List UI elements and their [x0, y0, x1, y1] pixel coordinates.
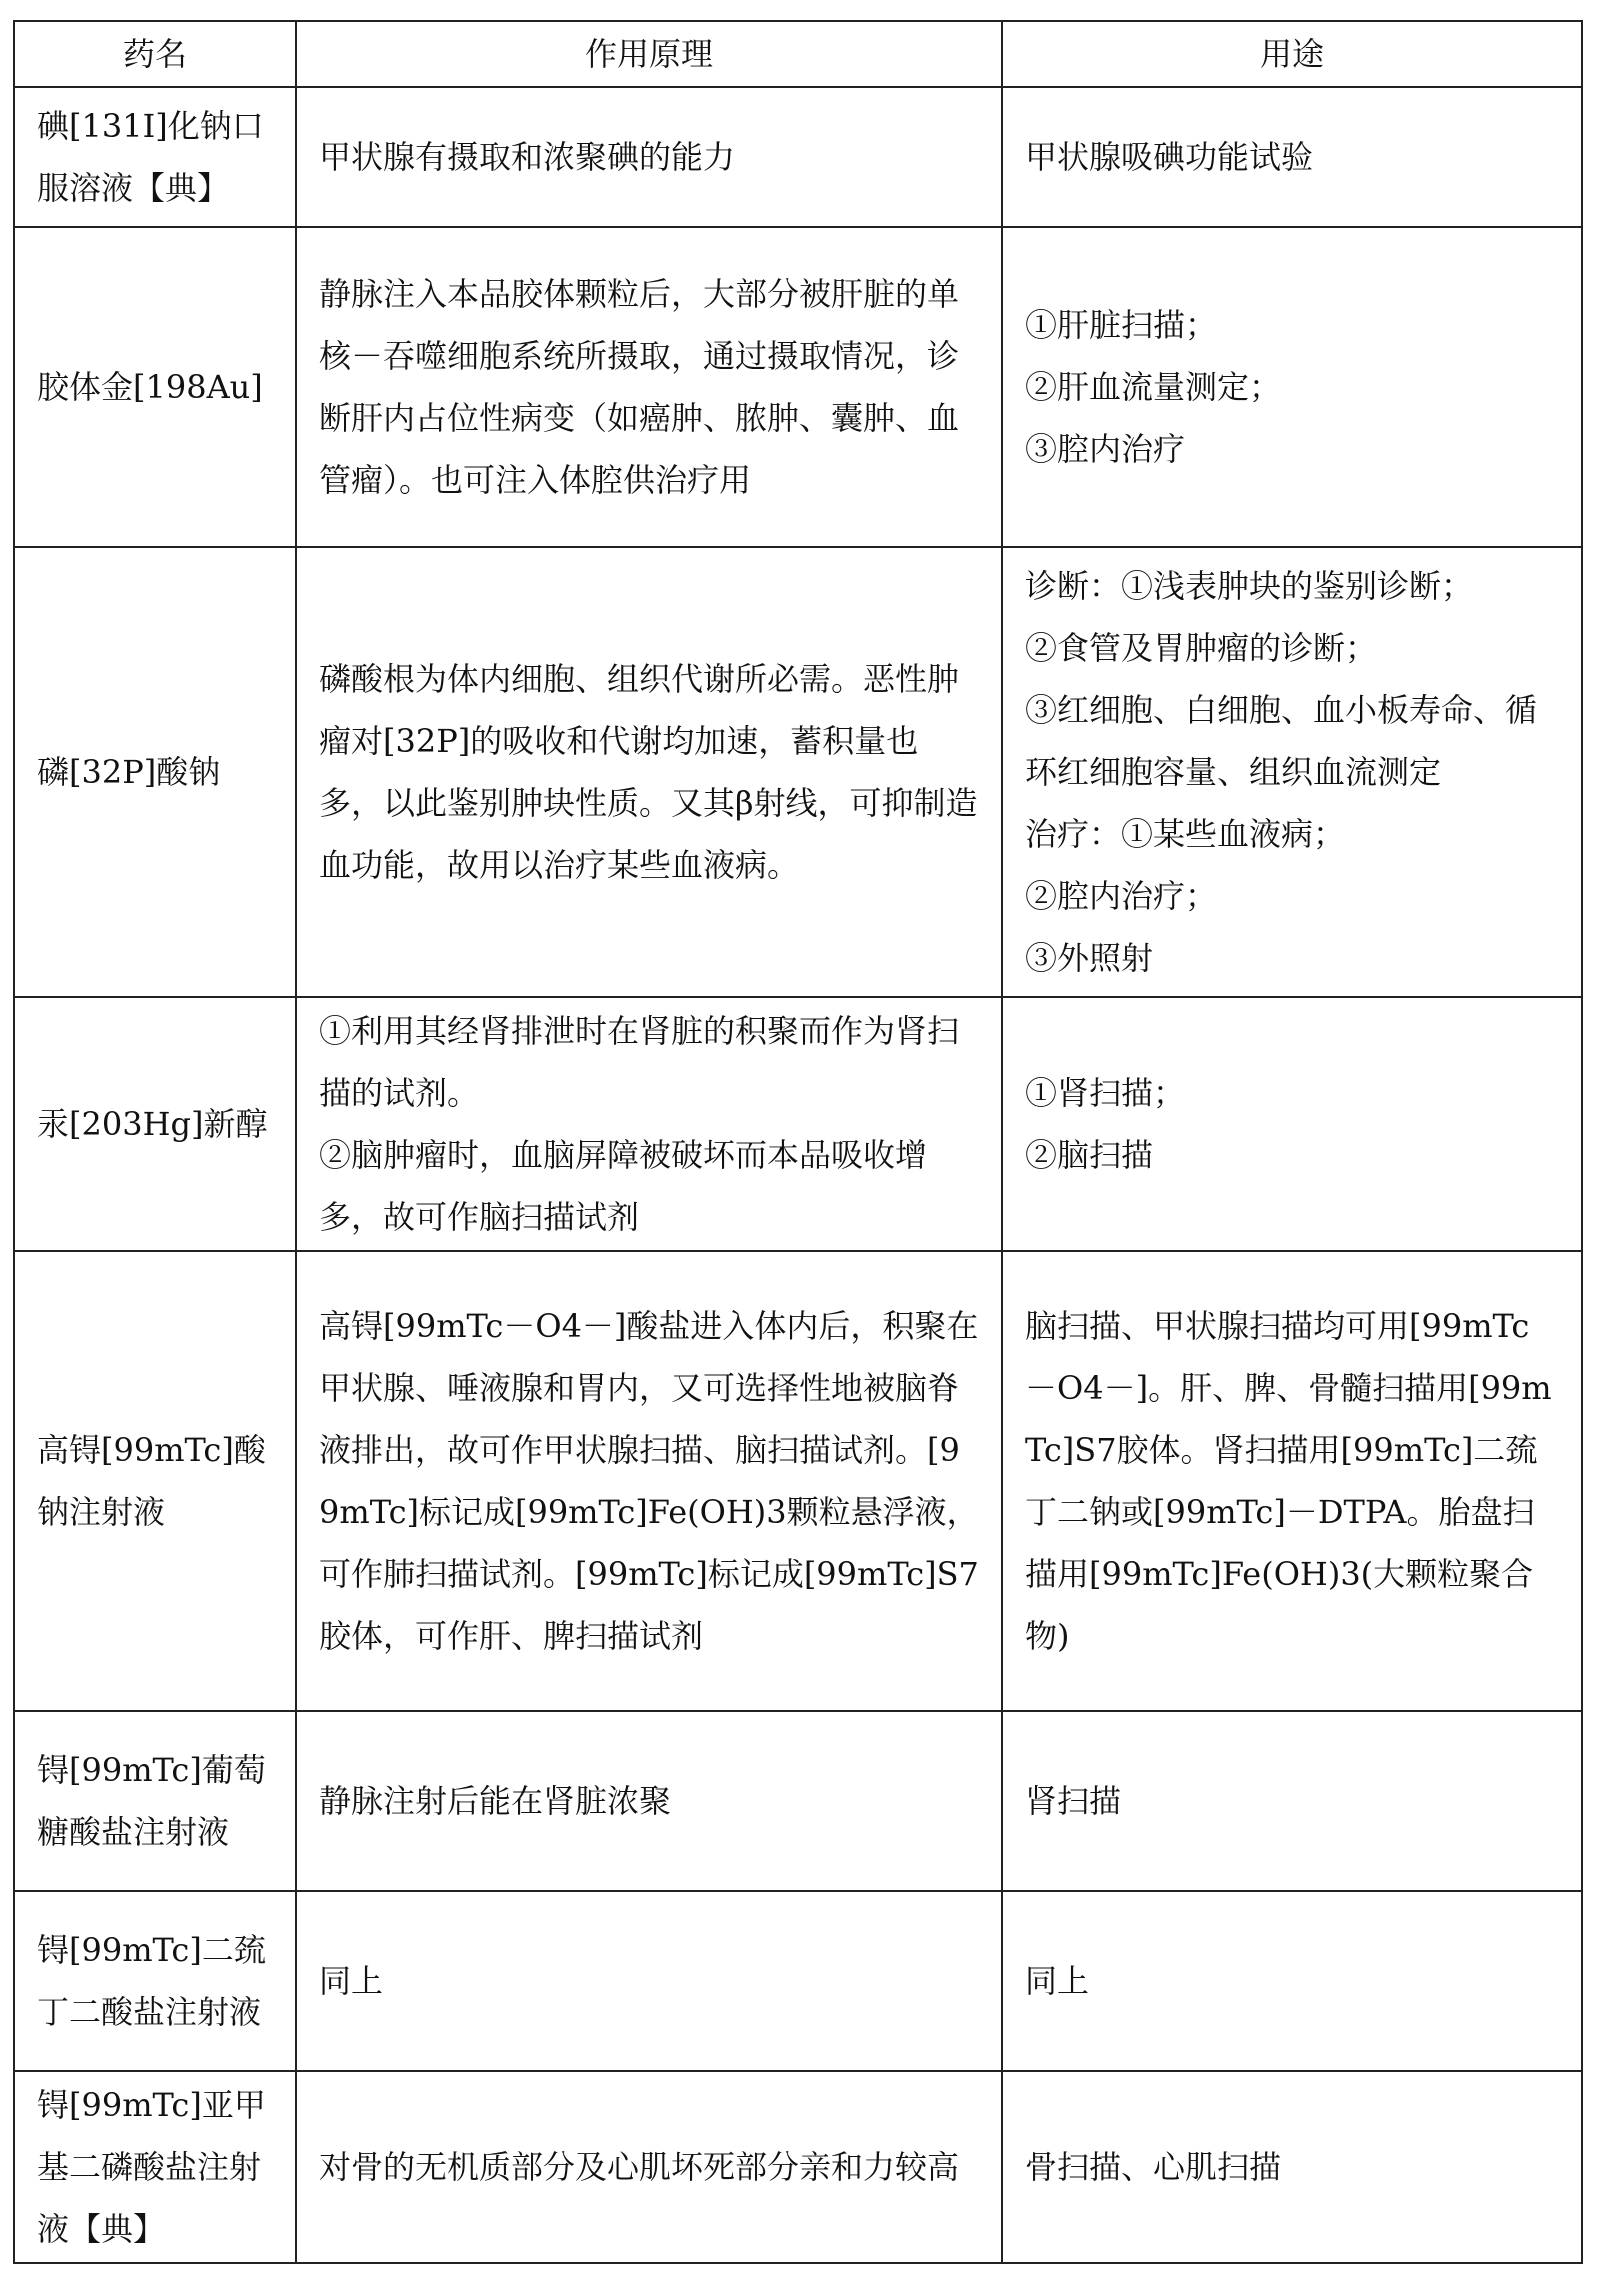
drug-name: 锝[99mTc]葡萄糖酸盐注射液: [37, 1751, 266, 1851]
drug-name-cell: [14, 2071, 296, 2263]
drug-name-cell: [14, 1711, 296, 1891]
usage-cell: [1002, 547, 1582, 997]
drug-name-cell: [14, 1891, 296, 2071]
principle-text: 磷酸根为体内细胞、组织代谢所必需。恶性肿瘤对[32P]的吸收和代谢均加速，蓄积量也多，以此鉴别肿块性质。又其β射线，可抑制造血功能，故用以治疗某些血液病。: [319, 660, 978, 884]
principle-cell: [296, 547, 1002, 997]
table-row: [14, 87, 1582, 227]
drug-name: 磷[32P]酸钠: [37, 753, 221, 791]
drug-table: [13, 20, 1583, 2264]
usage-text: ①肾扫描； ②脑扫描: [1025, 1074, 1186, 1174]
principle-cell: [296, 2071, 1002, 2263]
table-row: [14, 547, 1582, 997]
usage-cell: [1002, 227, 1582, 547]
principle-text: 甲状腺有摄取和浓聚碘的能力: [319, 138, 736, 176]
drug-name: 锝[99mTc]亚甲基二磷酸盐注射液【典】: [37, 2086, 266, 2248]
drug-name-cell: [14, 997, 296, 1251]
usage-text: 肾扫描: [1025, 1782, 1122, 1820]
usage-text: 脑扫描、甲状腺扫描均可用[99mTc－O4－]。肝、脾、骨髓扫描用[99mTc]S7胶体。肾扫描用[99mTc]二巯丁二钠或[99mTc]－DTPA。胎盘扫描用[99mTc]Fe(OH)3(大颗粒聚合物): [1025, 1307, 1552, 1655]
table-row: [14, 997, 1582, 1251]
table-row: [14, 1891, 1582, 2071]
table-row: [14, 1251, 1582, 1711]
table-row: [14, 227, 1582, 547]
principle-cell: [296, 227, 1002, 547]
usage-cell: [1002, 997, 1582, 1251]
header-row: [14, 21, 1582, 87]
usage-text: 骨扫描、心肌扫描: [1025, 2148, 1282, 2186]
usage-text: 同上: [1025, 1962, 1090, 2000]
usage-cell: [1002, 1711, 1582, 1891]
principle-text: 对骨的无机质部分及心肌坏死部分亲和力较高: [319, 2148, 960, 2186]
principle-cell: [296, 997, 1002, 1251]
principle-text: 静脉注射后能在肾脏浓聚: [319, 1782, 672, 1820]
usage-cell: [1002, 1891, 1582, 2071]
usage-text: ①肝脏扫描； ②肝血流量测定； ③腔内治疗: [1025, 306, 1282, 468]
drug-name: 高锝[99mTc]酸钠注射液: [37, 1431, 266, 1531]
principle-cell: [296, 1251, 1002, 1711]
principle-text: 同上: [319, 1962, 384, 2000]
usage-cell: [1002, 1251, 1582, 1711]
usage-text: 甲状腺吸碘功能试验: [1025, 138, 1314, 176]
drug-name-cell: [14, 227, 296, 547]
drug-name: 锝[99mTc]二巯丁二酸盐注射液: [37, 1931, 266, 2031]
usage-cell: [1002, 2071, 1582, 2263]
principle-cell: [296, 1711, 1002, 1891]
principle-cell: [296, 87, 1002, 227]
drug-name-cell: [14, 1251, 296, 1711]
principle-text: ①利用其经肾排泄时在肾脏的积聚而作为肾扫描的试剂。 ②脑肿瘤时，血脑屏障被破坏而本品吸收增多，故可作脑扫描试剂: [319, 1012, 960, 1236]
drug-name: 汞[203Hg]新醇: [37, 1105, 268, 1143]
principle-cell: [296, 1891, 1002, 2071]
drug-name-cell: [14, 547, 296, 997]
drug-name-cell: [14, 87, 296, 227]
principle-text: 高锝[99mTc－O4－]酸盐进入体内后，积聚在甲状腺、唾液腺和胃内，又可选择性地被脑脊液排出，故可作甲状腺扫描、脑扫描试剂。[99mTc]标记成[99mTc]Fe(OH)3颗粒悬浮液，可作肺扫描试剂。[99mTc]标记成[99mTc]S7胶体，可作肝、脾扫描试剂: [319, 1307, 979, 1655]
table-row: [14, 1711, 1582, 1891]
principle-text: 静脉注入本品胶体颗粒后，大部分被肝脏的单核－吞噬细胞系统所摄取，通过摄取情况，诊断肝内占位性病变（如癌肿、脓肿、囊肿、血管瘤）。也可注入体腔供治疗用: [319, 275, 960, 499]
drug-name: 胶体金[198Au]: [37, 368, 263, 406]
usage-text: 诊断：①浅表肿块的鉴别诊断； ②食管及胃肿瘤的诊断； ③红细胞、白细胞、血小板寿命、循环红细胞容量、组织血流测定 治疗：①某些血液病； ②腔内治疗； ③外照射: [1025, 567, 1538, 977]
drug-name: 碘[131I]化钠口服溶液【典】: [37, 107, 264, 207]
header-usage: 用途: [1002, 21, 1582, 87]
header-principle: 作用原理: [296, 21, 1002, 87]
table-row: [14, 2071, 1582, 2263]
usage-cell: [1002, 87, 1582, 227]
header-drug-name: 药名: [14, 21, 296, 87]
